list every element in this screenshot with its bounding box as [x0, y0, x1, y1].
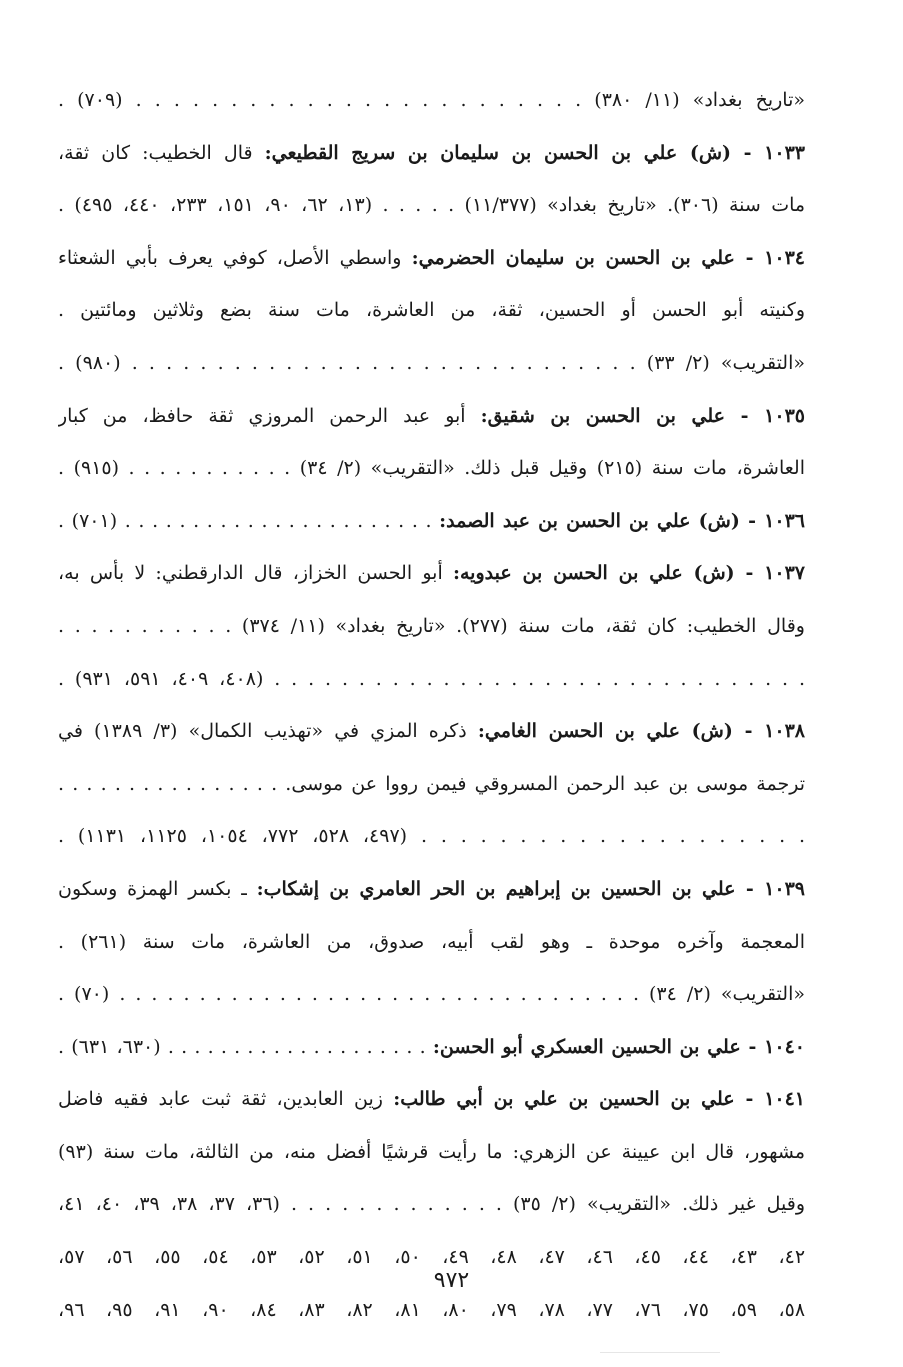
line-text: مشهور، قال ابن عيينة عن الزهري: ما رأيت قرشيًا أفضل منه، من الثالثة، مات سنة (٩٣) — [58, 1140, 805, 1163]
line-text: «التقريب» (٢/ ٣٤) . . . . . . . . . . . . . . . . . . . . . . . . . . . . . . . . . (٧٠) . — [58, 983, 805, 1006]
entry-name: علي بن الحسين بن إبراهيم بن الحر العامري بن إشكاب: — [256, 877, 746, 900]
line-text: أبو الحسن الخزاز، قال الدارقطني: لا بأس به، — [58, 562, 453, 585]
text-line — [58, 600, 805, 653]
entry-1034-heading — [58, 232, 805, 285]
text-line — [58, 337, 805, 390]
entry-number: ١٠٤١ - — [745, 1088, 805, 1111]
entry-1038-heading — [58, 705, 805, 758]
entry-name: (ش) علي بن الحسن بن عبد الصمد: — [439, 509, 749, 532]
line-text: وقال الخطيب: كان ثقة، مات سنة (٢٧٧). «تاريخ بغداد» (١١/ ٣٧٤) . . . . . . . . . . . — [58, 614, 805, 637]
entry-name: (ش) علي بن الحسن بن سليمان بن سريج القطيعي: — [264, 141, 744, 164]
line-text: «التقريب» (٢/ ٣٣) . . . . . . . . . . . . . . . . . . . . . . . . . . . . . . (٩٨٠) . — [58, 351, 805, 374]
entry-name: علي بن الحسين العسكري أبو الحسن: — [432, 1035, 749, 1058]
line-text: وكنيته أبو الحسن أو الحسين، ثقة، من العاشرة، مات سنة بضع وثلاثين ومائتين . — [58, 299, 805, 322]
text-line — [58, 284, 805, 337]
entry-1040-heading — [58, 1021, 805, 1074]
text-line — [58, 810, 805, 863]
entry-name: (ش) علي بن الحسن بن عبدويه: — [452, 562, 746, 585]
line-text: . . . . . . . . . . . . . . . . . . . . (٦٣٠، ٦٣١) . — [58, 1035, 433, 1058]
entry-number: ١٠٣٤ - — [745, 246, 805, 269]
line-text: ٥٨، ٥٩، ٧٥، ٧٦، ٧٧، ٧٨، ٧٩، ٨٠، ٨١، ٨٢، ٨٣، ٨٤، ٩٠، ٩١، ٩٥، ٩٦، — [58, 1298, 805, 1321]
text-line — [58, 653, 805, 706]
line-text: «تاريخ بغداد» (١١/ ٣٨٠) . . . . . . . . . . . . . . . . . . . . . . . . (٧٠٩) . — [58, 89, 805, 111]
page-number: ٩٧٢ — [433, 1268, 470, 1293]
text-line — [58, 74, 805, 127]
text-line — [58, 916, 805, 969]
entry-1041-heading — [58, 1073, 805, 1126]
entry-name: علي بن الحسن بن سليمان الحضرمي: — [411, 246, 746, 269]
entry-1033-heading — [58, 127, 805, 180]
scan-edge-mark — [600, 1352, 720, 1353]
entry-number: ١٠٣٧ - — [745, 562, 805, 585]
text-line — [58, 442, 805, 495]
line-text: ٤٢، ٤٣، ٤٤، ٤٥، ٤٦، ٤٧، ٤٨، ٤٩، ٥٠، ٥١، ٥٢، ٥٣، ٥٤، ٥٥، ٥٦، ٥٧، — [58, 1246, 805, 1269]
line-text: وقيل غير ذلك. «التقريب» (٢/ ٣٥) . . . . . . . . . . . . . (٣٦، ٣٧، ٣٨، ٣٩، ٤٠، ٤١، — [58, 1193, 805, 1216]
text-line — [58, 968, 805, 1021]
line-text: ترجمة موسى بن عبد الرحمن المسروقي فيمن رووا عن موسى. . . . . . . . . . . . . . . . . — [58, 772, 805, 795]
line-text: أبو عبد الرحمن المروزي ثقة حافظ، من كبار — [58, 404, 481, 427]
entry-1039-heading — [58, 863, 805, 916]
line-text: . . . . . . . . . . . . . . . . . . . . (٤٩٧، ٥٢٨، ٧٧٢، ١٠٥٤، ١١٢٥، ١١٣١) . — [58, 825, 805, 848]
line-text: ـ بكسر الهمزة وسكون — [58, 877, 257, 900]
entry-name: (ش) علي بن الحسن الغامي: — [477, 720, 745, 743]
line-text: العاشرة، مات سنة (٢١٥) وقيل قبل ذلك. «التقريب» (٢/ ٣٤) . . . . . . . . . . . (٩١٥) . — [58, 457, 805, 480]
entry-number: ١٠٣٣ - — [743, 141, 805, 164]
line-text: المعجمة وآخره موحدة ـ وهو لقب أبيه، صدوق، من العاشرة، مات سنة (٢٦١) . — [58, 930, 805, 953]
text-line — [58, 758, 805, 811]
text-line — [58, 1178, 805, 1231]
text-line — [58, 1126, 805, 1179]
entry-number: ١٠٣٥ - — [740, 404, 805, 427]
entry-number: ١٠٣٨ - — [744, 720, 805, 743]
line-text: واسطي الأصل، كوفي يعرف بأبي الشعثاء — [58, 246, 412, 269]
line-text: مات سنة (٣٠٦). «تاريخ بغداد» (١١/٣٧٧) . . . . . (١٣، ٦٢، ٩٠، ١٥١، ٢٣٣، ٤٤٠، ٤٩٥) . — [58, 194, 805, 217]
entry-1037-heading — [58, 547, 805, 600]
entry-number: ١٠٤٠ - — [748, 1035, 805, 1058]
line-text: ذكره المزي في «تهذيب الكمال» (٣/ ١٣٨٩) في — [58, 720, 478, 743]
line-text: . . . . . . . . . . . . . . . . . . . . . . . . . . . . . . . . (٤٠٨، ٤٠٩، ٥٩١، ٩٣١) . — [58, 667, 805, 690]
entry-name: علي بن الحسين بن علي بن أبي طالب: — [393, 1088, 746, 1111]
text-line — [58, 179, 805, 232]
entry-name: علي بن الحسن بن شقيق: — [480, 404, 741, 427]
entry-number: ١٠٣٩ - — [745, 877, 805, 900]
entry-1036-heading — [58, 495, 805, 548]
line-text: . . . . . . . . . . . . . . . . . . . . . . . (٧٠١) . — [58, 509, 440, 532]
page-body — [58, 74, 805, 1336]
entry-number: ١٠٣٦ - — [748, 509, 805, 532]
entry-1035-heading — [58, 390, 805, 443]
line-text: قال الخطيب: كان ثقة، — [58, 141, 265, 164]
line-text: زين العابدين، ثقة ثبت عابد فقيه فاضل — [58, 1088, 394, 1111]
